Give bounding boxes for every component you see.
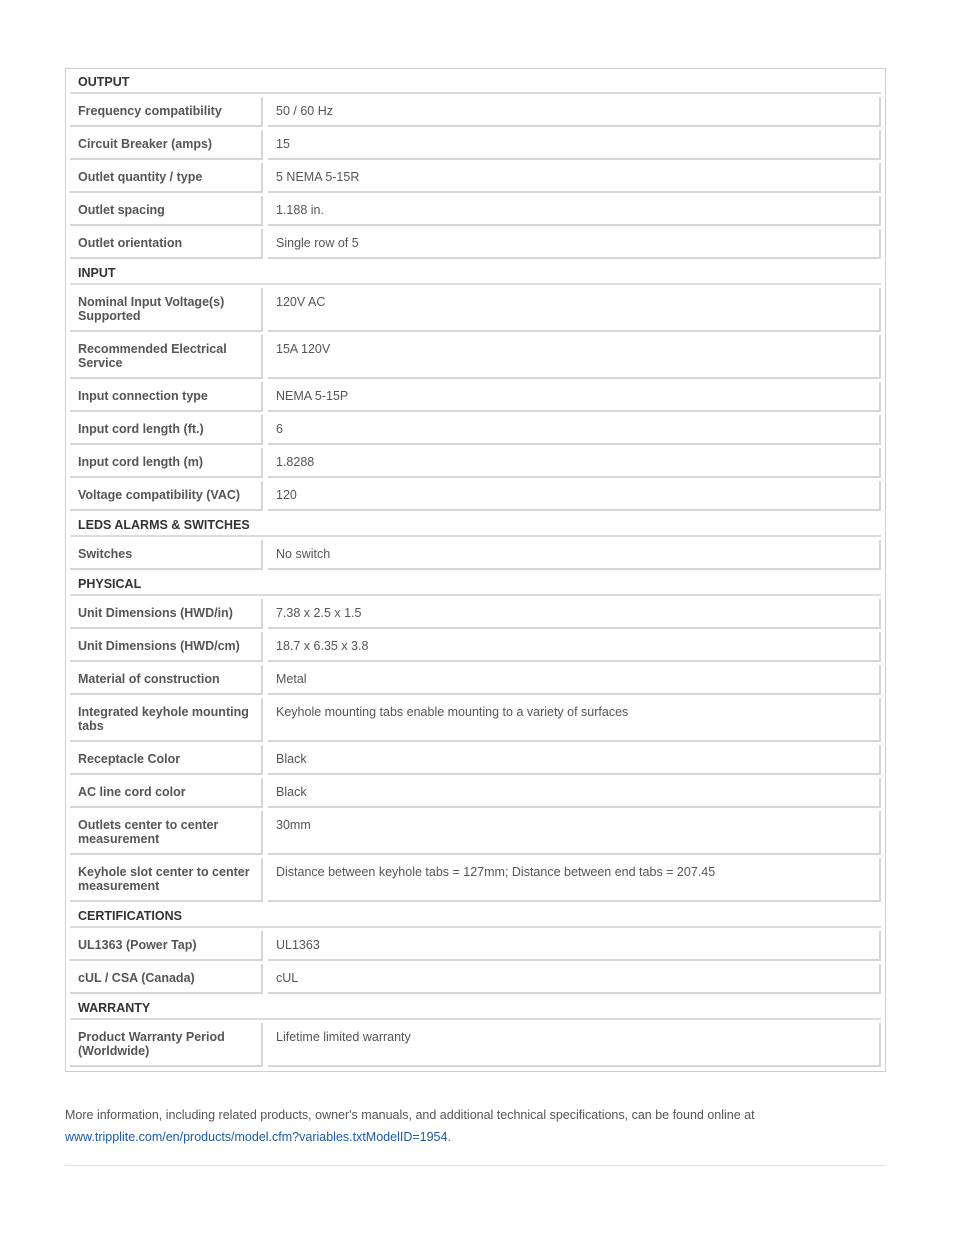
spec-label: Nominal Input Voltage(s) Supported xyxy=(70,288,263,332)
spec-label: Circuit Breaker (amps) xyxy=(70,130,263,160)
spec-row xyxy=(70,931,881,961)
spec-label: Frequency compatibility xyxy=(70,97,263,127)
section-header-output: OUTPUT xyxy=(70,71,881,94)
spec-row xyxy=(70,335,881,379)
spec-label: Outlets center to center measurement xyxy=(70,811,263,855)
section-header-physical: PHYSICAL xyxy=(70,573,881,596)
spec-label: Outlet orientation xyxy=(70,229,263,259)
spec-row xyxy=(70,745,881,775)
spec-value: No switch xyxy=(268,540,881,570)
spec-value: 18.7 x 6.35 x 3.8 xyxy=(268,632,881,662)
footer-info xyxy=(65,1104,886,1148)
spec-label: Integrated keyhole mounting tabs xyxy=(70,698,263,742)
spec-row xyxy=(70,130,881,160)
spec-row xyxy=(70,778,881,808)
section-header-certifications: CERTIFICATIONS xyxy=(70,905,881,928)
spec-label: Unit Dimensions (HWD/cm) xyxy=(70,632,263,662)
spec-row xyxy=(70,481,881,511)
spec-value: Black xyxy=(268,745,881,775)
spec-label: cUL / CSA (Canada) xyxy=(70,964,263,994)
spec-value: 1.188 in. xyxy=(268,196,881,226)
spec-value: NEMA 5-15P xyxy=(268,382,881,412)
spec-value: 15 xyxy=(268,130,881,160)
spec-row xyxy=(70,163,881,193)
spec-value: cUL xyxy=(268,964,881,994)
footer-divider xyxy=(65,1165,886,1166)
spec-label: Outlet quantity / type xyxy=(70,163,263,193)
footer-text: More information, including related products, owner's manuals, and additional technical specifications, can be found online at xyxy=(65,1108,755,1122)
spec-row xyxy=(70,196,881,226)
spec-value: Metal xyxy=(268,665,881,695)
spec-label: UL1363 (Power Tap) xyxy=(70,931,263,961)
spec-row xyxy=(70,540,881,570)
spec-label: Switches xyxy=(70,540,263,570)
spec-value: Distance between keyhole tabs = 127mm; Distance between end tabs = 207.45 xyxy=(268,858,881,902)
spec-value: 120 xyxy=(268,481,881,511)
spec-value: UL1363 xyxy=(268,931,881,961)
spec-value: 7.38 x 2.5 x 1.5 xyxy=(268,599,881,629)
spec-value: 1.8288 xyxy=(268,448,881,478)
spec-label: Receptacle Color xyxy=(70,745,263,775)
spec-row xyxy=(70,1023,881,1067)
spec-row xyxy=(70,858,881,902)
spec-label: Material of construction xyxy=(70,665,263,695)
spec-value: 30mm xyxy=(268,811,881,855)
spec-label: Input cord length (ft.) xyxy=(70,415,263,445)
product-link[interactable]: www.tripplite.com/en/products/model.cfm?variables.txtModelID=1954 xyxy=(65,1130,448,1144)
spec-value: Keyhole mounting tabs enable mounting to a variety of surfaces xyxy=(268,698,881,742)
spec-row xyxy=(70,415,881,445)
spec-row xyxy=(70,448,881,478)
spec-row xyxy=(70,229,881,259)
spec-label: Unit Dimensions (HWD/in) xyxy=(70,599,263,629)
spec-row xyxy=(70,811,881,855)
spec-value: Black xyxy=(268,778,881,808)
spec-row xyxy=(70,97,881,127)
spec-label: Product Warranty Period (Worldwide) xyxy=(70,1023,263,1067)
spec-label: Keyhole slot center to center measurement xyxy=(70,858,263,902)
spec-value: 6 xyxy=(268,415,881,445)
section-header-input: INPUT xyxy=(70,262,881,285)
spec-value: 50 / 60 Hz xyxy=(268,97,881,127)
spec-label: Voltage compatibility (VAC) xyxy=(70,481,263,511)
spec-value: 15A 120V xyxy=(268,335,881,379)
section-header-warranty: WARRANTY xyxy=(70,997,881,1020)
spec-row xyxy=(70,698,881,742)
spec-label: Input cord length (m) xyxy=(70,448,263,478)
spec-value: Lifetime limited warranty xyxy=(268,1023,881,1067)
spec-row xyxy=(70,632,881,662)
spec-value: Single row of 5 xyxy=(268,229,881,259)
spec-row xyxy=(70,964,881,994)
spec-label: Input connection type xyxy=(70,382,263,412)
spec-label: AC line cord color xyxy=(70,778,263,808)
spec-row xyxy=(70,288,881,332)
spec-value: 5 NEMA 5-15R xyxy=(268,163,881,193)
section-header-leds-alarms-switches: LEDS ALARMS & SWITCHES xyxy=(70,514,881,537)
spec-label: Recommended Electrical Service xyxy=(70,335,263,379)
spec-value: 120V AC xyxy=(268,288,881,332)
spec-row xyxy=(70,382,881,412)
spec-row xyxy=(70,599,881,629)
spec-table xyxy=(65,68,886,1072)
spec-row xyxy=(70,665,881,695)
footer-period: . xyxy=(447,1130,451,1144)
spec-label: Outlet spacing xyxy=(70,196,263,226)
